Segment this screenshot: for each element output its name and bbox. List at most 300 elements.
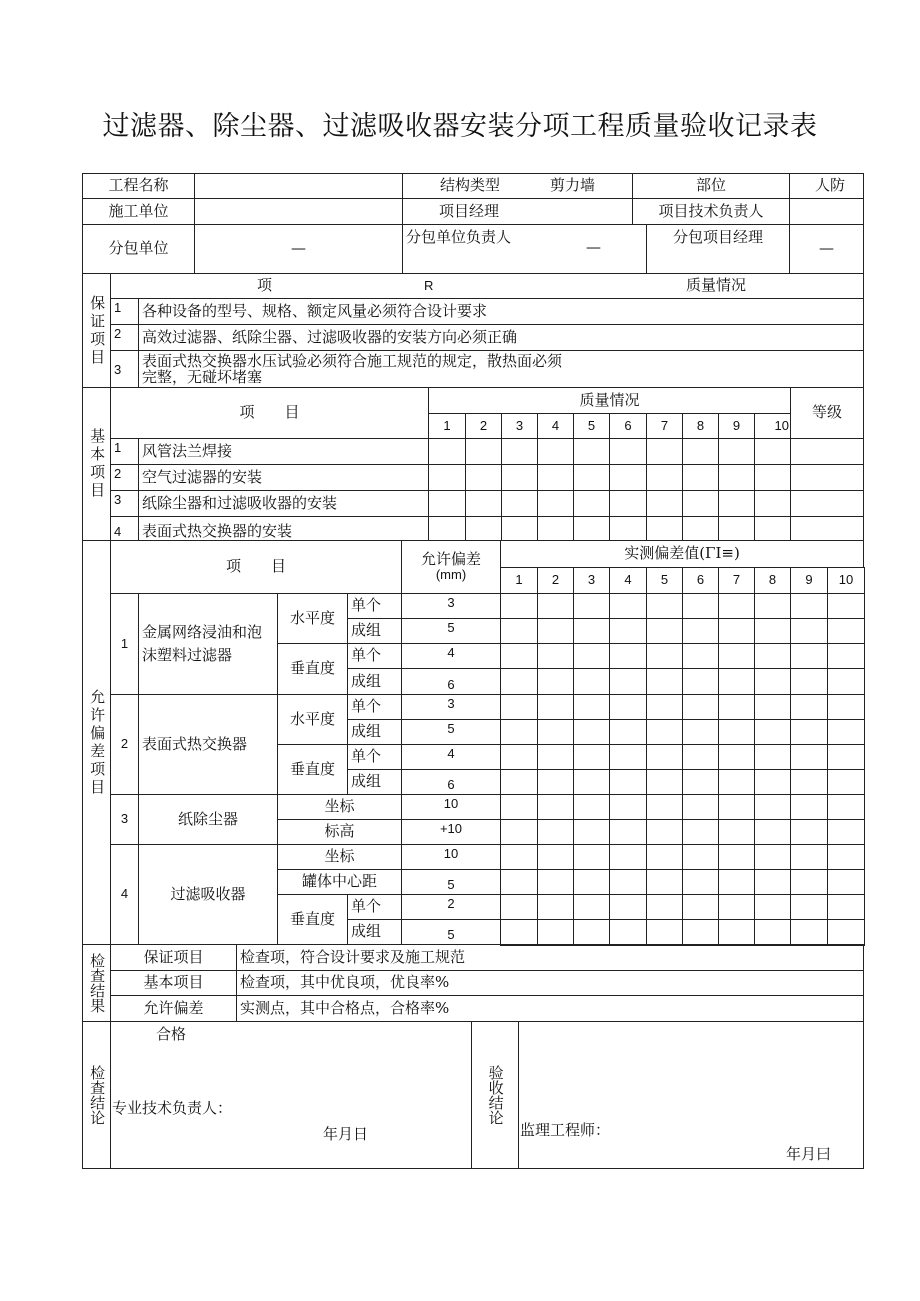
basic-quality-cell[interactable]: [465, 490, 502, 517]
deviation-col-number: 4: [609, 567, 647, 594]
dev-value: +10: [401, 819, 501, 845]
measured-value-cell[interactable]: [718, 919, 755, 946]
dev-group1-vertical: 垂直度: [277, 643, 348, 695]
basic-grade-cell[interactable]: [790, 490, 864, 517]
measured-value-cell[interactable]: [500, 919, 538, 946]
measured-value-cell[interactable]: [500, 769, 538, 795]
basic-quality-cell[interactable]: [573, 464, 610, 491]
measured-value-cell[interactable]: [573, 819, 610, 845]
measured-value-cell[interactable]: [609, 844, 647, 870]
measured-value-cell[interactable]: [646, 593, 683, 619]
dev-g1-vert-group-label: 成组: [347, 668, 402, 695]
conclusion-date-right: 年月曰: [786, 1145, 832, 1163]
dev-g2-level-group-label: 成组: [347, 719, 402, 745]
basic-grade-cell[interactable]: [790, 464, 864, 491]
measured-value-cell[interactable]: [790, 719, 828, 745]
measured-value-cell[interactable]: [646, 769, 683, 795]
dev-value: 5: [401, 719, 501, 745]
deviation-col-number: 6: [682, 567, 719, 594]
measured-value-cell[interactable]: [573, 668, 610, 695]
basic-quality-cell[interactable]: [609, 438, 647, 465]
measured-value-cell[interactable]: [754, 643, 791, 669]
measured-value-cell[interactable]: [754, 844, 791, 870]
location-label: 部位: [632, 173, 790, 199]
measured-value-cell[interactable]: [754, 894, 791, 920]
dev-g2-level-single-label: 单个: [347, 694, 402, 720]
deviation-col-number: 5: [646, 567, 683, 594]
measured-value-cell[interactable]: [573, 719, 610, 745]
guarantee-item-text: 各种设备的型号、规格、额定风量必须符合设计要求: [138, 298, 864, 325]
measured-value-cell[interactable]: [718, 894, 755, 920]
measured-value-cell[interactable]: [573, 618, 610, 644]
deviation-allow-header: 允许偏差: [420, 549, 481, 568]
basic-col-number: 1: [428, 413, 466, 439]
measured-value-cell[interactable]: [790, 643, 828, 669]
structure-type-value: 剪力墙: [550, 176, 596, 195]
measured-value-cell[interactable]: [718, 719, 755, 745]
measured-value-cell[interactable]: [500, 719, 538, 745]
measured-value-cell[interactable]: [646, 744, 683, 770]
measured-value-cell[interactable]: [718, 769, 755, 795]
basic-quality-cell[interactable]: [718, 516, 755, 541]
check-result-row-label: 保证项目: [110, 944, 237, 971]
measured-value-cell[interactable]: [827, 668, 865, 695]
dev-group4-name: 过滤吸收器: [138, 844, 278, 945]
measured-value-cell[interactable]: [827, 844, 865, 870]
basic-quality-cell[interactable]: [609, 490, 647, 517]
measured-value-cell[interactable]: [537, 643, 574, 669]
deviation-col-number: 9: [790, 567, 828, 594]
guarantee-item-text: 高效过滤器、纸除尘器、过滤吸收器的安装方向必须正确: [138, 324, 864, 351]
dev-value: 3: [401, 593, 501, 619]
measured-value-cell[interactable]: [537, 668, 574, 695]
measured-value-cell[interactable]: [682, 869, 719, 895]
subcontract-lead-value: —: [586, 238, 601, 256]
deviation-allow-header-cell: [401, 540, 501, 594]
measured-value-cell[interactable]: [682, 819, 719, 845]
measured-value-cell[interactable]: [754, 719, 791, 745]
guarantee-section-label: 保证项目: [82, 273, 111, 388]
measured-value-cell[interactable]: [500, 844, 538, 870]
dev-value: 4: [401, 744, 501, 770]
measured-value-cell[interactable]: [827, 719, 865, 745]
measured-value-cell[interactable]: [573, 769, 610, 795]
basic-quality-cell[interactable]: [646, 490, 683, 517]
check-result-row-label: 基本项目: [110, 970, 237, 996]
measured-value-cell[interactable]: [754, 694, 791, 720]
basic-quality-cell[interactable]: [465, 516, 502, 541]
basic-col-number: 8: [682, 413, 719, 439]
measured-value-cell[interactable]: [537, 618, 574, 644]
measured-value-cell[interactable]: [646, 919, 683, 946]
measured-value-cell[interactable]: [827, 919, 865, 946]
measured-value-cell[interactable]: [500, 694, 538, 720]
dev-group4-center: 罐体中心距: [277, 869, 402, 895]
subcontract-pm-value: —: [789, 224, 864, 274]
measured-value-cell[interactable]: [790, 869, 828, 895]
basic-quality-cell[interactable]: [682, 464, 719, 491]
check-result-row-text: 检查项，符合设计要求及施工规范: [236, 944, 864, 971]
measured-value-cell[interactable]: [754, 919, 791, 946]
measured-value-cell[interactable]: [718, 593, 755, 619]
basic-item-text: 表面式热交换器的安装: [138, 516, 429, 541]
dev-g4-vert-group-label: 成组: [347, 919, 402, 945]
measured-value-cell[interactable]: [609, 719, 647, 745]
deviation-allow-unit: (mm): [435, 567, 467, 583]
project-manager-label: 项目经理: [402, 198, 633, 225]
measured-value-cell[interactable]: [682, 769, 719, 795]
basic-quality-cell[interactable]: [501, 438, 538, 465]
dev-g1-level-group-label: 成组: [347, 618, 402, 644]
measured-value-cell[interactable]: [718, 794, 755, 820]
basic-quality-cell[interactable]: [646, 438, 683, 465]
acceptance-conclusion-area: [518, 1021, 864, 1169]
structure-type-label: 结构类型: [439, 176, 500, 195]
basic-quality-cell[interactable]: [501, 464, 538, 491]
dev-group4-no: 4: [110, 844, 139, 945]
measured-value-cell[interactable]: [754, 618, 791, 644]
basic-quality-cell[interactable]: [573, 490, 610, 517]
check-result-row-label: 允许偏差: [110, 995, 237, 1022]
measured-value-cell[interactable]: [827, 593, 865, 619]
dev-group3-name: 纸除尘器: [138, 794, 278, 845]
basic-quality-cell[interactable]: [754, 490, 791, 517]
check-result-label: 检查结果: [82, 944, 111, 1022]
dev-value: 6: [401, 668, 501, 695]
deviation-section-label: 允许偏差项目: [82, 540, 111, 945]
basic-quality-header: 质量情况: [428, 387, 791, 414]
measured-value-cell[interactable]: [609, 593, 647, 619]
measured-value-cell[interactable]: [718, 869, 755, 895]
page-title: 过滤器、除尘器、过滤吸收器安装分项工程质量验收记录表: [102, 111, 818, 142]
construction-unit-field[interactable]: [194, 198, 403, 225]
basic-section-label: 基本项目: [82, 387, 111, 541]
measured-value-cell[interactable]: [790, 894, 828, 920]
dev-value: 2: [401, 894, 501, 920]
basic-col-number: 4: [537, 413, 574, 439]
measured-value-cell[interactable]: [718, 844, 755, 870]
measured-value-cell[interactable]: [609, 668, 647, 695]
measured-value-cell[interactable]: [682, 744, 719, 770]
basic-item-no: 3: [110, 490, 139, 517]
measured-value-cell[interactable]: [790, 769, 828, 795]
measured-value-cell[interactable]: [754, 794, 791, 820]
dev-value: 10: [401, 844, 501, 870]
measured-value-cell[interactable]: [718, 618, 755, 644]
measured-value-cell[interactable]: [790, 668, 828, 695]
dev-value: 5: [401, 618, 501, 644]
measured-value-cell[interactable]: [537, 919, 574, 946]
basic-item-text: 空气过滤器的安装: [138, 464, 429, 491]
measured-value-cell[interactable]: [754, 593, 791, 619]
check-conclusion-area: [110, 1021, 472, 1169]
measured-value-cell[interactable]: [827, 744, 865, 770]
dev-group3-coord: 坐标: [277, 794, 402, 820]
dev-g2-vert-group-label: 成组: [347, 769, 402, 795]
measured-value-cell[interactable]: [827, 819, 865, 845]
measured-value-cell[interactable]: [754, 769, 791, 795]
measured-value-cell[interactable]: [500, 794, 538, 820]
basic-quality-cell[interactable]: [501, 490, 538, 517]
measured-value-cell[interactable]: [609, 769, 647, 795]
deviation-col-number: 3: [573, 567, 610, 594]
measured-value-cell[interactable]: [682, 593, 719, 619]
measured-value-cell[interactable]: [754, 869, 791, 895]
guarantee-item-no: 3: [110, 350, 139, 388]
basic-item-header: 项 目: [110, 387, 429, 439]
basic-col-number: 5: [573, 413, 610, 439]
basic-grade-header: 等级: [790, 387, 864, 439]
basic-item-text: 纸除尘器和过滤吸收器的安装: [138, 490, 429, 517]
basic-quality-cell[interactable]: [428, 490, 466, 517]
dev-group4-coord: 坐标: [277, 844, 402, 870]
measured-value-cell[interactable]: [537, 844, 574, 870]
measured-value-cell[interactable]: [682, 919, 719, 946]
basic-item-no: 4: [110, 516, 139, 541]
measured-value-cell[interactable]: [646, 719, 683, 745]
measured-value-cell[interactable]: [790, 919, 828, 946]
measured-value-cell[interactable]: [537, 869, 574, 895]
measured-value-cell[interactable]: [754, 744, 791, 770]
conclusion-date-left: 年月日: [323, 1125, 369, 1143]
deviation-col-number: 1: [500, 567, 538, 594]
deviation-col-number: 7: [718, 567, 755, 594]
dev-g1-level-single-label: 单个: [347, 593, 402, 619]
measured-value-cell[interactable]: [500, 593, 538, 619]
measured-value-cell[interactable]: [718, 668, 755, 695]
measured-value-cell[interactable]: [718, 744, 755, 770]
check-result-row-text: 实测点，其中合格点，合格率%: [236, 995, 864, 1022]
measured-value-cell[interactable]: [500, 744, 538, 770]
measured-value-cell[interactable]: [573, 844, 610, 870]
basic-quality-cell[interactable]: [718, 438, 755, 465]
guarantee-item-no: 1: [110, 298, 139, 325]
measured-value-cell[interactable]: [682, 844, 719, 870]
measured-value-cell[interactable]: [537, 894, 574, 920]
measured-value-cell[interactable]: [573, 593, 610, 619]
tech-lead-signature[interactable]: 专业技术负责人：: [112, 1099, 233, 1117]
basic-quality-cell[interactable]: [718, 490, 755, 517]
measured-value-cell[interactable]: [790, 744, 828, 770]
measured-value-cell[interactable]: [790, 794, 828, 820]
dev-group4-vertical: 垂直度: [277, 894, 348, 945]
basic-quality-cell[interactable]: [682, 438, 719, 465]
basic-quality-cell[interactable]: [537, 490, 574, 517]
measured-value-cell[interactable]: [573, 643, 610, 669]
basic-quality-cell[interactable]: [682, 490, 719, 517]
measured-value-cell[interactable]: [537, 744, 574, 770]
basic-quality-cell[interactable]: [573, 438, 610, 465]
measured-value-cell[interactable]: [718, 643, 755, 669]
subcontract-lead-cell: [402, 224, 647, 274]
construction-unit-label: 施工单位: [82, 198, 195, 225]
measured-value-cell[interactable]: [682, 794, 719, 820]
measured-value-cell[interactable]: [573, 794, 610, 820]
measured-value-cell[interactable]: [682, 694, 719, 720]
measured-value-cell[interactable]: [790, 844, 828, 870]
measured-value-cell[interactable]: [609, 894, 647, 920]
deviation-col-number: 8: [754, 567, 791, 594]
basic-item-no: 2: [110, 464, 139, 491]
basic-quality-cell[interactable]: [428, 516, 466, 541]
measured-value-cell[interactable]: [646, 643, 683, 669]
dev-group2-no: 2: [110, 694, 139, 795]
measured-value-cell[interactable]: [537, 769, 574, 795]
acceptance-conclusion-label: 验收结论: [471, 1021, 519, 1169]
basic-item-no: 1: [110, 438, 139, 465]
dev-value: 6: [401, 769, 501, 795]
measured-value-cell[interactable]: [718, 819, 755, 845]
basic-col-number: 3: [501, 413, 538, 439]
basic-quality-cell[interactable]: [754, 516, 791, 541]
measured-value-cell[interactable]: [537, 719, 574, 745]
basic-quality-cell[interactable]: [428, 464, 466, 491]
subcontract-unit-value: —: [194, 224, 403, 274]
measured-value-cell[interactable]: [500, 668, 538, 695]
measured-value-cell[interactable]: [537, 694, 574, 720]
measured-value-cell[interactable]: [646, 694, 683, 720]
measured-value-cell[interactable]: [754, 819, 791, 845]
measured-value-cell[interactable]: [646, 869, 683, 895]
basic-quality-cell[interactable]: [718, 464, 755, 491]
dev-group3-elev: 标高: [277, 819, 402, 845]
basic-col-number: 10: [754, 413, 791, 439]
measured-value-cell[interactable]: [682, 719, 719, 745]
measured-value-cell[interactable]: [827, 769, 865, 795]
measured-value-cell[interactable]: [609, 643, 647, 669]
basic-quality-cell[interactable]: [609, 516, 647, 541]
guarantee-item-header-suffix: R: [424, 277, 434, 293]
measured-value-cell[interactable]: [827, 694, 865, 720]
measured-value-cell[interactable]: [646, 844, 683, 870]
guarantee-item-text: 表面式热交换器水压试验必须符合施工规范的规定，散热面必须完整，无碰坏堵塞: [138, 350, 864, 388]
measured-value-cell[interactable]: [682, 894, 719, 920]
basic-quality-cell[interactable]: [537, 464, 574, 491]
measured-value-cell[interactable]: [682, 618, 719, 644]
basic-quality-cell[interactable]: [609, 464, 647, 491]
measured-value-cell[interactable]: [609, 869, 647, 895]
measured-value-cell[interactable]: [827, 643, 865, 669]
measured-value-cell[interactable]: [609, 794, 647, 820]
tech-lead-label: 项目技术负责人: [632, 198, 790, 225]
tech-lead-field[interactable]: [789, 198, 864, 225]
measured-value-cell[interactable]: [609, 919, 647, 946]
dev-group1-level: 水平度: [277, 593, 348, 644]
measured-value-cell[interactable]: [646, 819, 683, 845]
basic-quality-cell[interactable]: [573, 516, 610, 541]
measured-value-cell[interactable]: [790, 593, 828, 619]
dev-value: 5: [401, 869, 501, 895]
measured-value-cell[interactable]: [500, 618, 538, 644]
location-value: 人防: [789, 173, 864, 199]
measured-value-cell[interactable]: [609, 694, 647, 720]
measured-value-cell[interactable]: [682, 668, 719, 695]
basic-quality-cell[interactable]: [754, 464, 791, 491]
measured-value-cell[interactable]: [682, 643, 719, 669]
measured-value-cell[interactable]: [537, 593, 574, 619]
measured-value-cell[interactable]: [500, 894, 538, 920]
basic-quality-cell[interactable]: [646, 464, 683, 491]
basic-quality-cell[interactable]: [646, 516, 683, 541]
measured-value-cell[interactable]: [827, 618, 865, 644]
measured-value-cell[interactable]: [827, 894, 865, 920]
structure-type-cell: [402, 173, 633, 199]
measured-value-cell[interactable]: [609, 819, 647, 845]
dev-group2-level: 水平度: [277, 694, 348, 745]
measured-value-cell[interactable]: [646, 668, 683, 695]
dev-group1-no: 1: [110, 593, 139, 695]
deviation-col-number: 10: [827, 567, 865, 594]
guarantee-item-header: 项: [257, 276, 273, 295]
measured-value-cell[interactable]: [609, 744, 647, 770]
measured-value-cell[interactable]: [573, 894, 610, 920]
basic-col-number: 7: [646, 413, 683, 439]
measured-value-cell[interactable]: [500, 869, 538, 895]
basic-quality-cell[interactable]: [537, 438, 574, 465]
dev-g2-vert-single-label: 单个: [347, 744, 402, 770]
measured-value-cell[interactable]: [718, 694, 755, 720]
basic-grade-cell[interactable]: [790, 438, 864, 465]
measured-value-cell[interactable]: [573, 694, 610, 720]
measured-value-cell[interactable]: [827, 869, 865, 895]
measured-value-cell[interactable]: [609, 618, 647, 644]
conclusion-verdict: 合格: [156, 1025, 187, 1043]
subcontract-unit-label: 分包单位: [82, 224, 195, 274]
basic-quality-cell[interactable]: [501, 516, 538, 541]
project-name-field[interactable]: [194, 173, 403, 199]
dev-g1-vert-single-label: 单个: [347, 643, 402, 669]
guarantee-header-row: [110, 273, 864, 299]
supervisor-signature[interactable]: 监理工程师：: [520, 1121, 611, 1139]
basic-quality-cell[interactable]: [754, 438, 791, 465]
measured-value-cell[interactable]: [754, 668, 791, 695]
basic-col-number: 9: [718, 413, 755, 439]
basic-quality-cell[interactable]: [537, 516, 574, 541]
dev-value: 3: [401, 694, 501, 720]
deviation-measured-header: 实测偏差值(ΓΙ≡): [500, 540, 864, 568]
measured-value-cell[interactable]: [646, 618, 683, 644]
measured-value-cell[interactable]: [827, 794, 865, 820]
measured-value-cell[interactable]: [790, 694, 828, 720]
subcontract-pm-label: 分包项目经理: [646, 224, 790, 274]
measured-value-cell[interactable]: [573, 744, 610, 770]
measured-value-cell[interactable]: [500, 643, 538, 669]
measured-value-cell[interactable]: [537, 819, 574, 845]
basic-quality-cell[interactable]: [682, 516, 719, 541]
dev-g4-vert-single-label: 单个: [347, 894, 402, 920]
measured-value-cell[interactable]: [790, 618, 828, 644]
check-conclusion-label: 检查结论: [82, 1021, 111, 1169]
measured-value-cell[interactable]: [537, 794, 574, 820]
dev-value: 4: [401, 643, 501, 669]
dev-group2-name: 表面式热交换器: [138, 694, 278, 795]
measured-value-cell[interactable]: [790, 819, 828, 845]
measured-value-cell[interactable]: [646, 894, 683, 920]
basic-quality-cell[interactable]: [465, 464, 502, 491]
basic-col-number: 6: [609, 413, 647, 439]
basic-grade-cell[interactable]: [790, 516, 864, 541]
basic-item-text: 风管法兰焊接: [138, 438, 429, 465]
basic-quality-cell[interactable]: [428, 438, 466, 465]
measured-value-cell[interactable]: [500, 819, 538, 845]
dev-group3-no: 3: [110, 794, 139, 845]
measured-value-cell[interactable]: [646, 794, 683, 820]
deviation-item-header: 项 目: [110, 540, 402, 594]
measured-value-cell[interactable]: [573, 919, 610, 946]
dev-value: 5: [401, 919, 501, 945]
measured-value-cell[interactable]: [573, 869, 610, 895]
basic-quality-cell[interactable]: [465, 438, 502, 465]
